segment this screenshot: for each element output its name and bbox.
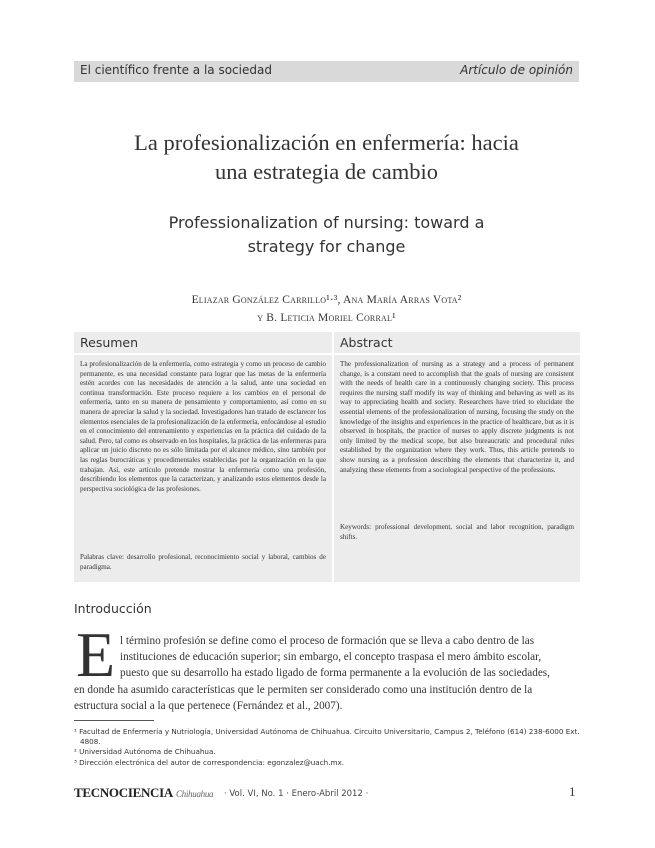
journal-issue-info: · Vol. VI, No. 1 · Enero-Abril 2012 ·: [224, 789, 369, 799]
footnote: ¹ Facultad de Enfermería y Nutriología, Universidad Autónoma de Chihuahua. Circuito Universitario, Campus 2, Teléfono (614) 238-6000 Ext. 4808.: [74, 727, 580, 747]
article-title: [74, 128, 579, 186]
title-line: una estrategia de cambio: [214, 159, 439, 184]
article-subtitle: [74, 211, 579, 259]
abstract-text: The professionalization of nursing as a strategy and a process of permanent change, is a constant need to accomplish that the goals of nursing are consistent with the needs of health care in a continuously changing society. This process requires the nursing staff modify its way of thinking and behaving as well as its way to appreciating health and society. Researchers have tried to elucidate the essential elements of the professionalization of nursing, focusing the study on the knowledge of the insights and experiences in the practice of healthcare, but as it is observed in hospitals, the practice of nurses to apply discrete judgments is not only limited by the medical scope, but also bureaucratic and procedural rules established by the organization where they work. Thus, this article pretends to show nursing as a profession describing the elements that characterize it, and analyzing these elements from a sociological perspective of the professions.: [340, 360, 574, 474]
abstract-box: [334, 332, 580, 582]
resumen-heading: Resumen: [80, 335, 139, 350]
drop-cap: E: [76, 619, 116, 690]
paragraph-line: instituciones de educación superior; sin embargo, el concepto traspasa el mero ámbito escolar,: [120, 651, 542, 664]
resumen-keywords: Palabras clave: desarrollo profesional, reconocimiento social y laboral, cambios de paradigma.: [80, 553, 326, 571]
authors-line: Eliazar González Carrillo¹·³, Ana María Arras Vota²: [191, 294, 462, 306]
divider: [74, 353, 332, 355]
divider: [334, 353, 580, 355]
footnote-divider: [74, 720, 154, 721]
paragraph-line: en donde ha asumido características que le permiten ser considerado como una institución dentro de la: [74, 683, 533, 696]
abstract-heading: Abstract: [340, 335, 393, 350]
footnotes: [74, 727, 580, 768]
introduction-heading: Introducción: [74, 601, 152, 616]
page-number: 1: [569, 784, 576, 799]
section-header-bar: [74, 61, 579, 82]
introduction-paragraph: [74, 633, 580, 714]
subtitle-line: strategy for change: [247, 237, 406, 256]
footnote: ² Universidad Autónoma de Chihuahua.: [74, 747, 216, 757]
paragraph-line: estructura social a la que pertenece (Fernández et al., 2007).: [74, 699, 343, 712]
abstract-keywords: Keywords: professional development, social and labor recognition, paradigm shifts.: [340, 523, 574, 541]
paragraph-line: l término profesión se define como el proceso de formación que se lleva a cabo dentro de las: [120, 635, 535, 647]
footnote: ³ Dirección electrónica del autor de correspondencia: egonzalez@uach.mx.: [74, 757, 345, 767]
title-line: La profesionalización en enfermería: hacia: [134, 130, 519, 155]
paragraph-line: puesto que su desarrollo ha estado ligado de forma permanente a la evolución de las sociedades,: [120, 667, 550, 680]
authors-line: y B. Leticia Moriel Corral¹: [257, 312, 396, 324]
article-type-label: Artículo de opinión: [460, 63, 573, 77]
subtitle-line: Professionalization of nursing: toward a: [168, 213, 485, 232]
authors: [74, 291, 579, 327]
resumen-box: [74, 332, 332, 582]
journal-logo: [74, 785, 213, 801]
logo-text: TECNOCIENCIA: [74, 785, 173, 800]
logo-subtext: Chihuahua: [175, 789, 214, 799]
resumen-text: La profesionalización de la enfermería, como estrategia y como un proceso de cambio permanente, es una necesidad constante para lograr que las metas de la enfermería estén acordes con las necesidades de atención a la salud, ante una sociedad en continua transformación. Este proceso requiere a los cambios en el personal de enfermería, tanto en su manera de pensamiento y comportamiento, así como en su manera de apreciar la salud y la sociedad. Investigadores han tratado de esclarecer los elementos esenciales de la profesionalización de la enfermería, enfocándose al estudio en el conocimiento del entrenamiento y experiencias en la práctica del cuidado de la salud. Pero, tal como es observado en los hospitales, la práctica de las enfermeras para aplicar un juicio discreto no es sólo limitada por el alcance médico, sino también por las reglas burocráticas y procedimentales establecidas por la organización en la que trabajan. Así, este artículo pretende mostrar la enfermería como una profesión, describiendo los elementos que la caracterizan, y analizando estos elementos desde la perspectiva sociológica de las profesiones.: [80, 360, 326, 493]
section-label: El científico frente a la sociedad: [80, 63, 272, 77]
